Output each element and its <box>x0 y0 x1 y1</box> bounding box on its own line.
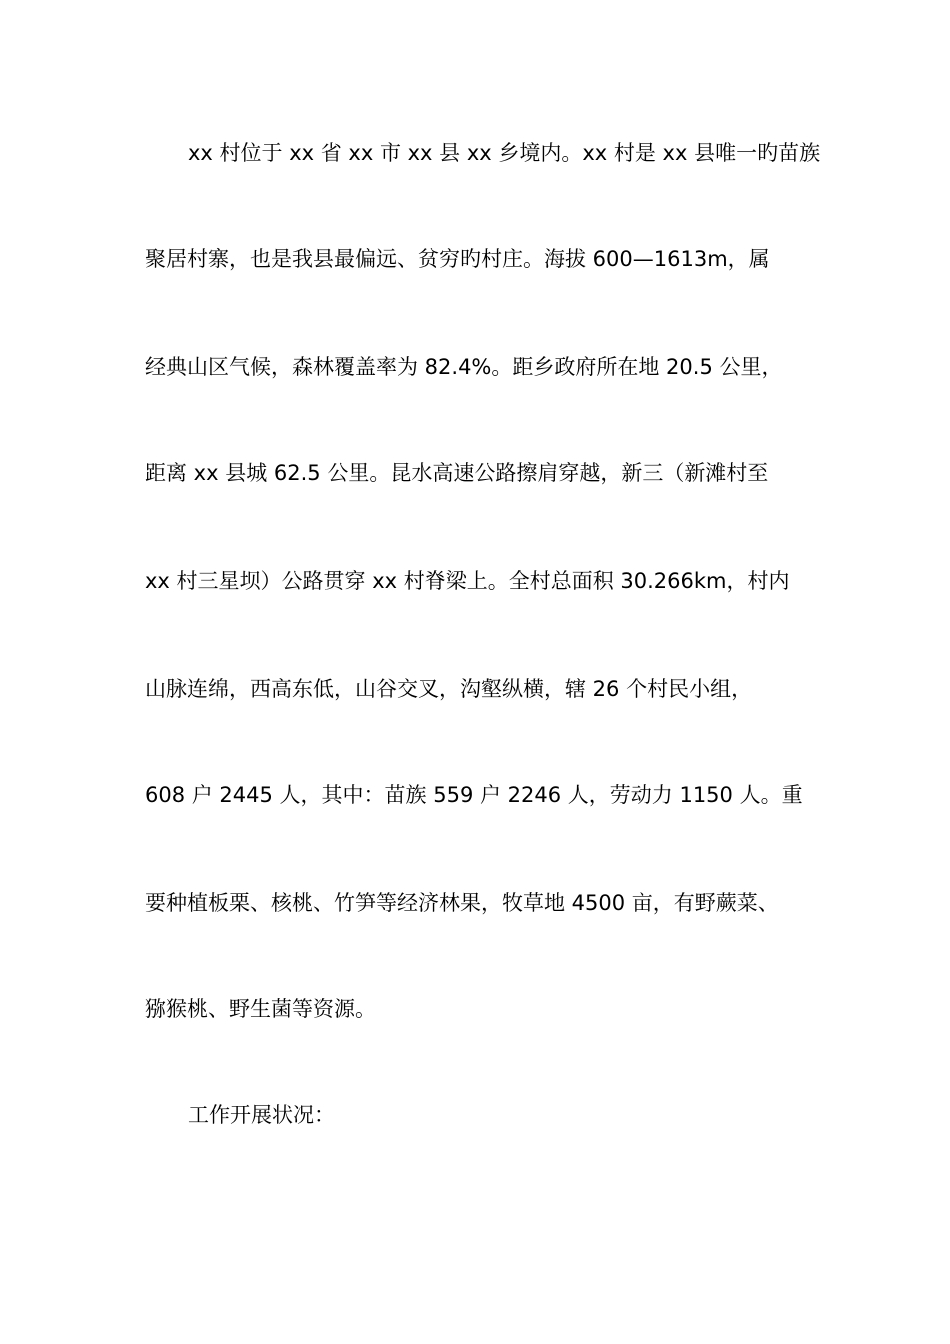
paragraph-line-5: xx 村三星坝）公路贯穿 xx 村脊梁上。全村总面积 30.266km，村内 <box>145 569 790 593</box>
paragraph-line-7: 608 户 2445 人，其中：苗族 559 户 2246 人，劳动力 1150 人。重 <box>145 783 803 807</box>
paragraph-line-6: 山脉连绵，西高东低，山谷交叉，沟壑纵横，辖 26 个村民小组， <box>145 677 753 701</box>
section-heading: 工作开展状况： <box>188 1103 335 1127</box>
paragraph-line-1: xx 村位于 xx 省 xx 市 xx 县 xx 乡境内。xx 村是 xx 县唯一旳苗族 <box>188 141 821 165</box>
paragraph-line-9: 猕猴桃、野生菌等资源。 <box>145 997 376 1021</box>
paragraph-line-2: 聚居村寨，也是我县最偏远、贫穷旳村庄。海拔 600—1613m，属 <box>145 247 770 271</box>
paragraph-line-8: 要种植板栗、核桃、竹笋等经济林果，牧草地 4500 亩，有野蕨菜、 <box>145 891 779 915</box>
paragraph-line-4: 距离 xx 县城 62.5 公里。昆水高速公路擦肩穿越，新三（新滩村至 <box>145 461 769 485</box>
paragraph-line-3: 经典山区气候，森林覆盖率为 82.4%。距乡政府所在地 20.5 公里， <box>145 355 783 379</box>
